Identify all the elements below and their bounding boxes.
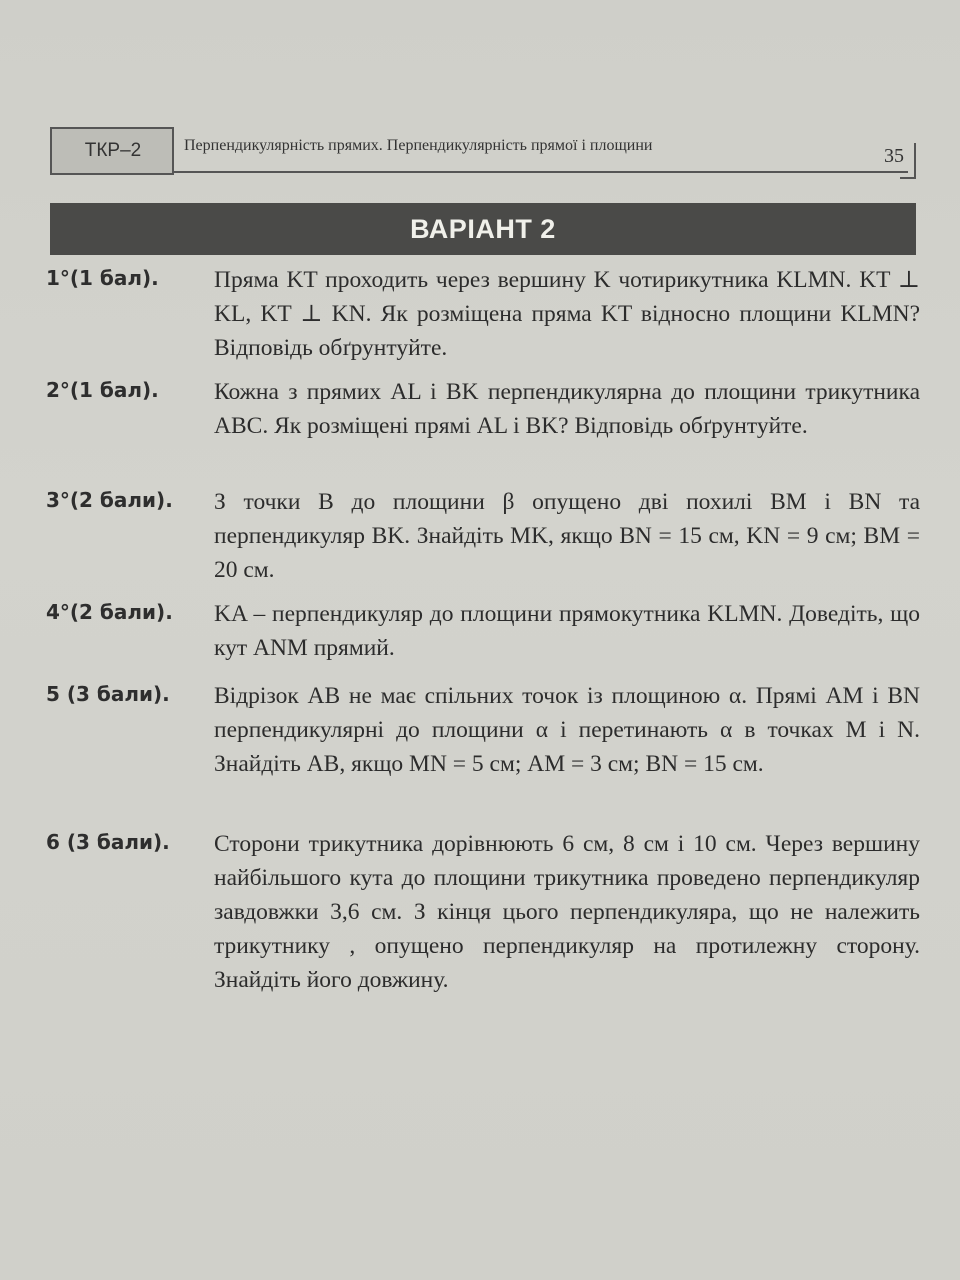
- page-header: [50, 127, 918, 175]
- task-text: Пряма KT проходить через вершину K чотирикутника KLMN. KT ⊥ KL, KT ⊥ KN. Як розміщена пряма KT відносно площини KLMN? Відповідь обґрунтуйте.: [214, 267, 920, 361]
- task-text: Відрізок AB не має спільних точок із площиною α. Прямі AM і BN перпендикулярні до площини α і перетинають α в точках M і N. Знайдіть AB, якщо MN = 5 см; AM = 3 см; BN = 15 см.: [214, 683, 920, 777]
- page-number-bracket: [914, 143, 916, 179]
- task-label: 1°(1 бал).: [46, 266, 159, 290]
- task-text: З точки B до площини β опущено дві похилі BM і BN та перпендикуляр BK. Знайдіть MK, якщо BN = 15 см, KN = 9 см; BM = 20 см.: [214, 489, 920, 583]
- task-text: Кожна з прямих AL і BK перпендикулярна до площини трикутника ABC. Як розміщені прямі AL і BK? Відповідь обґрунтуйте.: [214, 379, 920, 439]
- task-label: 3°(2 бали).: [46, 488, 173, 512]
- header-title: Перпендикулярність прямих. Перпендикулярність прямої і площини: [184, 137, 653, 154]
- task-label: 5 (3 бали).: [46, 682, 170, 706]
- task-label: 6 (3 бали).: [46, 830, 170, 854]
- task-text: Сторони трикутника дорівнюють 6 см, 8 см і 10 см. Через вершину найбільшого кута до площини трикутника проведено перпендикуляр завдовжки 3,6 см. З кінця цього перпендикуляра, що не належить трикутнику , опущено перпендикуляр на протилежну сторону. Знайдіть його довжину.: [214, 831, 920, 993]
- variant-title: ВАРІАНТ 2: [410, 213, 556, 244]
- page-number: 35: [884, 145, 904, 167]
- task-label: 2°(1 бал).: [46, 378, 159, 402]
- variant-banner: [50, 203, 916, 255]
- task-label: 4°(2 бали).: [46, 600, 173, 624]
- header-separator: [172, 127, 174, 173]
- test-code: ТКР–2: [50, 127, 174, 175]
- page-number-bracket-foot: [900, 177, 916, 179]
- task-text: KA – перпендикуляр до площини прямокутника KLMN. Доведіть, що кут ANM прямий.: [214, 601, 920, 661]
- header-rule: [172, 171, 908, 173]
